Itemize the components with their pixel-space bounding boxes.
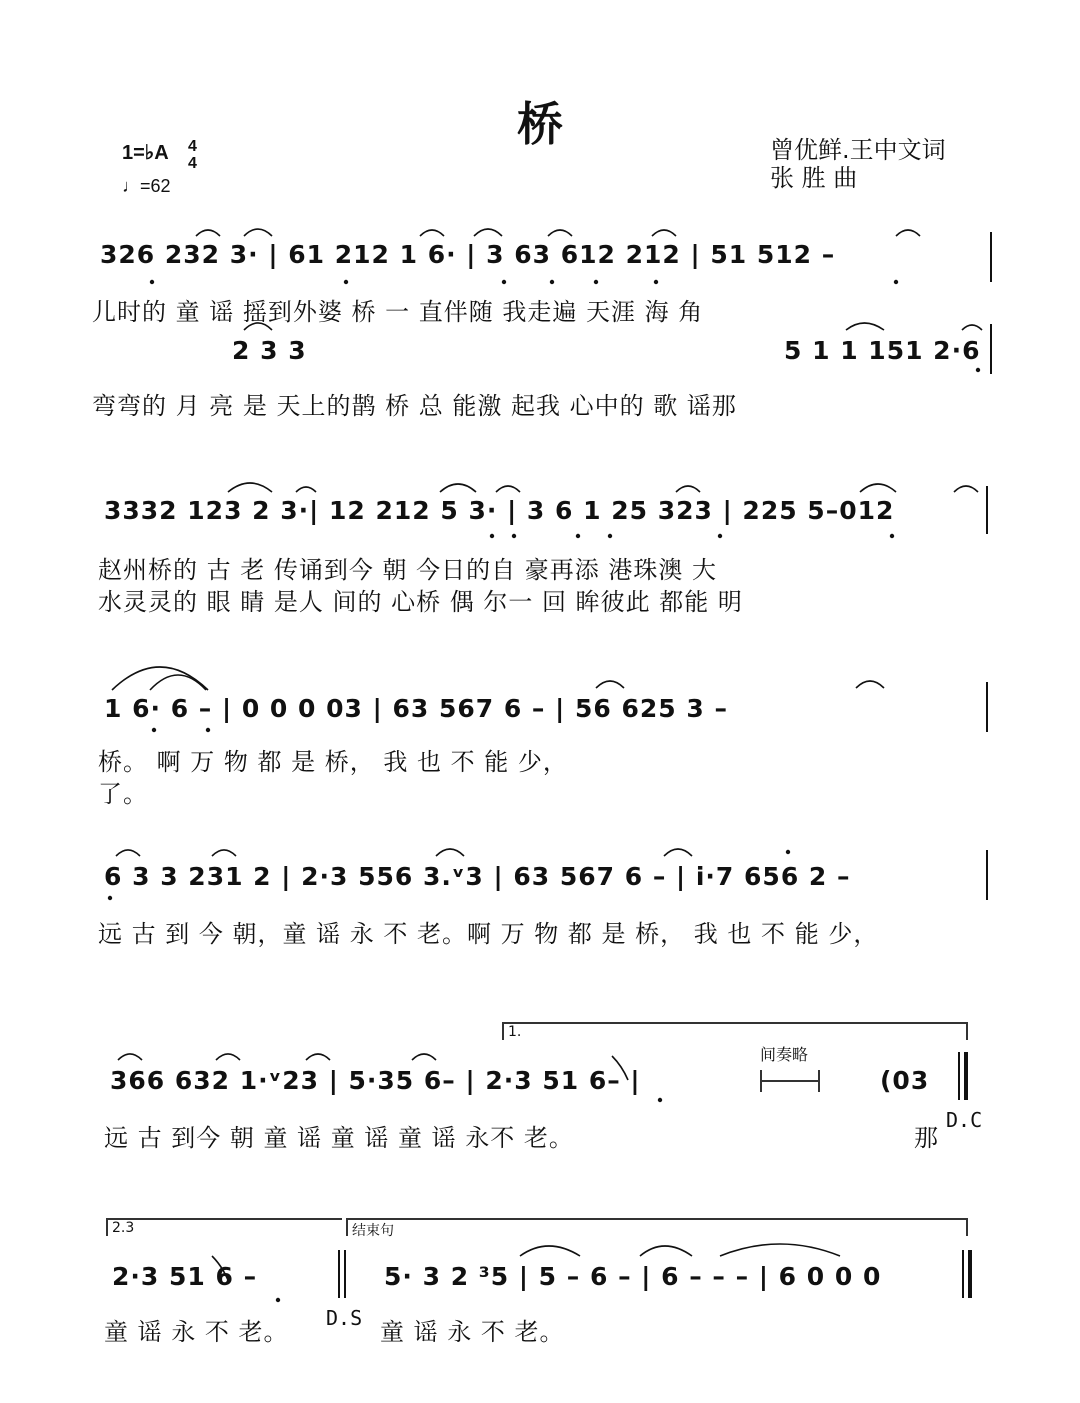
slur [664,849,692,856]
interlude-rest-line [760,1080,818,1082]
slur [216,1054,240,1060]
key-signature: 1=♭A [122,142,169,164]
slur [118,1054,142,1060]
system-4-lyrics: 远 古 到 今 朝，童 谣 永 不 老。啊 万 物 都 是 桥， 我 也 不 能 少， [98,920,879,948]
low-dot [608,534,612,538]
low-dot [594,280,598,284]
system-1-lyrics-verse-2: 弯弯的 月 亮 是 天上的鹊 桥 总 能激 起我 心中的 歌 谣那 [92,392,737,420]
system-1-lyrics-verse-1: 儿时的 童 谣 摇到外婆 桥 一 直伴随 我走遍 天涯 海 角 [92,298,704,326]
slur [596,681,624,688]
interlude-label: 间奏略 [760,1045,809,1064]
tie [520,1246,580,1256]
system-2-notes: 3332 123 2 3·| 12 212 5 3· | 3 6 1 25 323 | 225 5–012 [104,496,895,525]
low-dot [276,1298,280,1302]
low-dot [344,280,348,284]
low-dot [512,534,516,538]
slur [112,667,208,690]
slur [228,483,272,492]
system-6-notes-b: 5· 3 2 ³5 | 5 – 6 – | 6 – – – | 6 0 0 0 [384,1262,882,1291]
system-1b-notes-a: 2 3 3 [232,336,307,365]
ending-bracket-left [346,1218,348,1236]
low-dot [490,534,494,538]
time-signature [188,138,197,172]
ending-label: 结束句 [352,1223,394,1239]
system-4-notes: 6 3 3 231 2 | 2·3 556 3.ᵛ3 | 63 567 6 – | i·7 656 2 – [104,862,851,891]
low-dot [152,728,156,732]
system-6-barline-a-thin-2 [344,1250,346,1298]
slur [860,484,896,492]
low-dot [576,534,580,538]
slur [962,325,982,330]
volta-1-bracket-left [502,1022,504,1040]
system-2-lyrics-verse-2: 水灵灵的 眼 睛 是人 间的 心桥 偶 尔一 回 眸彼此 都能 明 [98,588,743,616]
system-5-end-word: 那 [914,1124,939,1152]
system-6-final-barline-thin [962,1250,964,1298]
low-dot [502,280,506,284]
slur [856,681,884,688]
time-signature-bottom: 4 [188,155,197,172]
system-6-lyrics-a: 童 谣 永 不 老。 [104,1318,289,1346]
tie [720,1244,840,1256]
system-1-notes: 326 232 3· | 61 212 1 6· | 3 63 612 212 | 51 512 – [100,240,836,269]
system-5-lyrics: 远 古 到今 朝 童 谣 童 谣 童 谣 永不 老。 [104,1124,574,1152]
slur [196,230,220,236]
slur [652,230,676,236]
slur [420,230,444,236]
slur [150,675,206,690]
slur [676,486,700,492]
low-dot [206,728,210,732]
system-3-notes: 1 6· 6 – | 0 0 0 03 | 63 567 6 – | 56 625 3 – [104,694,728,723]
system-2-lyrics-verse-1: 赵州桥的 古 老 传诵到今 朝 今日的自 豪再添 港珠澳 大 [98,556,718,584]
credits [770,136,946,192]
system-2-end-barline [986,486,988,534]
slur [846,323,884,330]
system-1b-barline [990,324,992,374]
ds-marking: D.S [326,1306,363,1330]
system-3-lyrics-verse-1: 桥。 啊 万 物 都 是 桥， 我 也 不 能 少， [98,748,568,776]
slur [116,850,140,856]
slur [496,486,520,492]
system-5-notes: 366 632 1·ᵛ23 | 5·35 6– | 2·3 51 6– | [110,1066,641,1095]
system-3-end-barline [986,682,988,732]
slur [306,1054,330,1060]
low-dot [108,896,112,900]
interlude-rest-right [818,1070,820,1092]
lyricist-credit: 曾优鲜.王中文词 [770,136,946,164]
slur [440,484,476,492]
dc-marking: D.C [946,1108,983,1132]
system-5-double-barline-thick [964,1052,968,1100]
slur [212,850,236,856]
low-dot [550,280,554,284]
time-signature-top: 4 [188,138,197,155]
system-6-barline-a-thin [338,1250,340,1298]
tie [640,1246,692,1256]
low-dot [654,280,658,284]
system-6-final-barline-thick [968,1250,972,1298]
tempo-marking: ♩=62 [122,176,171,196]
song-title: 桥 [517,97,563,151]
slur [474,229,502,236]
low-dot [150,280,154,284]
ending-bracket-top [346,1218,968,1220]
slur [896,230,920,236]
composer-credit: 张 胜 曲 [770,164,858,192]
volta-1-label: 1. [508,1024,522,1040]
ending-bracket-right [966,1218,968,1236]
slur [954,486,978,492]
interlude-rest-left [760,1070,762,1092]
volta-1-bracket-right [966,1022,968,1040]
volta-2-bracket-left [106,1218,108,1236]
slur [412,1054,436,1060]
low-dot [718,534,722,538]
slur [296,487,316,492]
low-dot [894,280,898,284]
slur [548,230,572,236]
slur [244,229,272,236]
low-dot [658,1098,662,1102]
system-6-lyrics-b: 童 谣 永 不 老。 [380,1318,565,1346]
system-6-notes-a: 2·3 51 6 – [112,1262,258,1291]
volta-1-bracket-top [502,1022,968,1024]
low-dot [890,534,894,538]
volta-2-bracket-top [106,1218,342,1220]
system-5-pickup: (03 [880,1066,930,1095]
system-3-lyrics-verse-2: 了。 [98,780,148,808]
low-dot [976,368,980,372]
system-5-double-barline-thin [958,1052,960,1100]
slur [436,849,464,856]
high-dot [786,850,790,854]
volta-2-label: 2.3 [112,1220,135,1236]
system-4-end-barline [986,850,988,900]
system-1-end-barline [990,232,992,282]
system-1b-notes-b: 5 1 1 151 2·6 [784,336,981,365]
